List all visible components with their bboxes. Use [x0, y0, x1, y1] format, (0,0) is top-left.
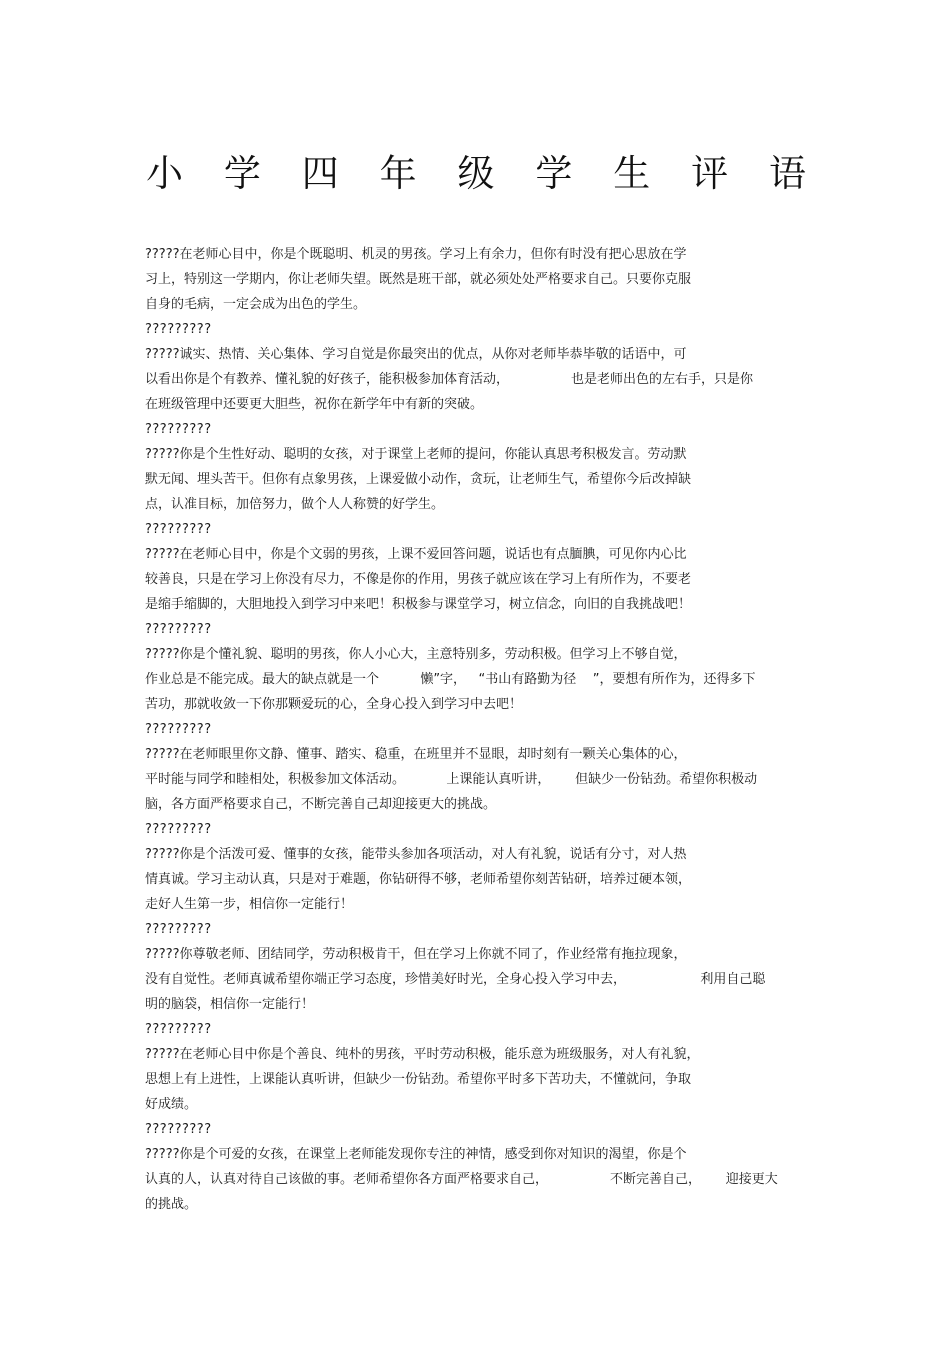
comment-line: 作业总是不能完成。最大的缺点就是一个 懒”字， “书山有路勤为径 ”，要想有所作为，还得多下: [145, 672, 756, 687]
comment-line: 脑，各方面严格要求自己，不断完善自己却迎接更大的挑战。: [145, 797, 497, 812]
comment-entry: [145, 942, 810, 1017]
comment-entry: [145, 1142, 810, 1217]
document-title: [146, 145, 806, 195]
comment-line: ?????你是个生性好动、聪明的女孩，对于课堂上老师的提问，你能认真思考积极发言。劳动默: [145, 447, 687, 462]
title-char: 年: [379, 152, 417, 195]
title-char: 评: [691, 152, 729, 195]
comment-entry: [145, 242, 810, 317]
comment-line: 习上，特别这一学期内，你让老师失望。既然是班干部，就必须处处严格要求自己。只要你克服: [145, 272, 692, 287]
comment-line: 点，认准目标，加倍努力，做个人人称赞的好学生。: [145, 497, 445, 512]
entry-separator: ?????????: [145, 822, 212, 837]
comment-line: ?????你是个可爱的女孩，在课堂上老师能发现你专注的神情，感受到你对知识的渴望，你是个: [145, 1147, 687, 1162]
comment-line: 明的脑袋，相信你一定能行！: [145, 997, 315, 1012]
title-char: 学: [535, 152, 573, 195]
comment-line: 以看出你是个有教养、懂礼貌的好孩子，能积极参加体育活动， 也是老师出色的左右手，只是你: [145, 372, 753, 387]
title-char: 生: [613, 152, 651, 195]
comment-entry: [145, 1042, 810, 1117]
comment-entry: [145, 842, 810, 917]
comment-line: 思想上有上进性，上课能认真听讲，但缺少一份钻劲。希望你平时多下苦功夫，不懂就问，争取: [145, 1072, 692, 1087]
comment-line: ?????在老师心目中，你是个文弱的男孩，上课不爱回答问题，说话也有点腼腆，可见你内心比: [145, 547, 687, 562]
comment-line: 是缩手缩脚的，大胆地投入到学习中来吧！积极参与课堂学习，树立信念，向旧的自我挑战吧！: [145, 597, 692, 612]
comment-entry: [145, 742, 810, 817]
entry-separator: ?????????: [145, 722, 212, 737]
comment-line: ?????你是个懂礼貌、聪明的男孩，你人小心大，主意特别多，劳动积极。但学习上不够自觉，: [145, 647, 687, 662]
comment-line: ?????诚实、热情、关心集体、学习自觉是你最突出的优点，从你对老师毕恭毕敬的话语中，可: [145, 347, 687, 362]
entry-separator: ?????????: [145, 322, 212, 337]
comment-line: 较善良，只是在学习上你没有尽力，不像是你的作用，男孩子就应该在学习上有所作为，不要老: [145, 572, 692, 587]
comment-line: 走好人生第一步，相信你一定能行！: [145, 897, 354, 912]
entry-separator: ?????????: [145, 422, 212, 437]
entry-separator: ?????????: [145, 922, 212, 937]
comment-line: 在班级管理中还要更大胆些，祝你在新学年中有新的突破。: [145, 397, 484, 412]
comment-line: 没有自觉性。老师真诚希望你端正学习态度，珍惜美好时光，全身心投入学习中去， 利用自己聪: [145, 972, 766, 987]
comment-entry: [145, 342, 810, 417]
comment-line: 情真诚。学习主动认真，只是对于难题，你钻研得不够，老师希望你刻苦钻研，培养过硬本领，: [145, 872, 692, 887]
comment-line: ?????在老师心目中你是个善良、纯朴的男孩，平时劳动积极，能乐意为班级服务，对人有礼貌，: [145, 1047, 700, 1062]
comment-line: 默无闻、埋头苦干。但你有点象男孩，上课爱做小动作，贪玩，让老师生气，希望你今后改掉缺: [145, 472, 692, 487]
title-char: 小: [146, 152, 183, 195]
title-char: 级: [457, 152, 495, 195]
entry-separator: ?????????: [145, 522, 212, 537]
comment-line: 自身的毛病，一定会成为出色的学生。: [145, 297, 367, 312]
comment-line: ?????你尊敬老师、团结同学，劳动积极肯干，但在学习上你就不同了，作业经常有拖拉现象，: [145, 947, 687, 962]
comment-line: ?????在老师眼里你文静、懂事、踏实、稳重，在班里并不显眼，却时刻有一颗关心集体的心，: [145, 747, 687, 762]
comment-line: ?????你是个活泼可爱、懂事的女孩，能带头参加各项活动，对人有礼貌，说话有分寸，对人热: [145, 847, 687, 862]
title-char: 语: [769, 152, 806, 195]
entry-separator: ?????????: [145, 1122, 212, 1137]
entry-separator: ?????????: [145, 1022, 212, 1037]
comment-line: 苦功，那就收敛一下你那颗爱玩的心，全身心投入到学习中去吧！: [145, 697, 523, 712]
comment-line: 认真的人，认真对待自己该做的事。老师希望你各方面严格要求自己， 不断完善自己， 迎接更大: [145, 1172, 778, 1187]
comment-line: 的挑战。: [145, 1197, 198, 1212]
comment-list: [145, 242, 810, 1217]
comment-entry: [145, 542, 810, 617]
comment-entry: [145, 442, 810, 517]
comment-entry: [145, 642, 810, 717]
comment-line: ?????在老师心目中，你是个既聪明、机灵的男孩。学习上有余力，但你有时没有把心思放在学: [145, 247, 687, 262]
comment-line: 平时能与同学和睦相处，积极参加文体活动。 上课能认真听讲， 但缺少一份钻劲。希望你积极动: [145, 772, 758, 787]
title-char: 四: [301, 152, 339, 195]
title-char: 学: [223, 152, 261, 195]
entry-separator: ?????????: [145, 622, 212, 637]
comment-line: 好成绩。: [145, 1097, 198, 1112]
